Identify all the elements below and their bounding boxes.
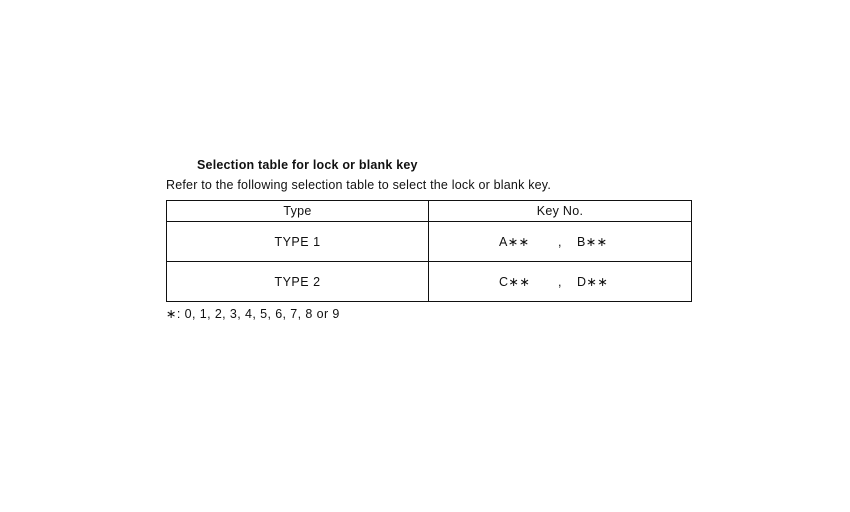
key-number: B∗∗ <box>577 235 608 249</box>
key-no-cell <box>429 262 692 302</box>
key-no-cell <box>429 222 692 262</box>
key-number: C∗∗ <box>499 275 531 289</box>
key-separator: , <box>558 275 562 289</box>
key-number: D∗∗ <box>577 275 609 289</box>
key-number: A∗∗ <box>499 235 530 249</box>
key-separator: , <box>558 235 562 249</box>
column-header-key-no: Key No. <box>429 201 692 222</box>
footnote: ∗: 0, 1, 2, 3, 4, 5, 6, 7, 8 or 9 <box>166 307 340 321</box>
intro-text: Refer to the following selection table to select the lock or blank key. <box>166 178 552 192</box>
column-header-type: Type <box>167 201 429 222</box>
table-row <box>167 262 692 302</box>
type-cell: TYPE 1 <box>167 222 429 262</box>
type-cell: TYPE 2 <box>167 262 429 302</box>
table-header-row <box>167 201 692 222</box>
table-row <box>167 222 692 262</box>
section-heading: Selection table for lock or blank key <box>197 158 418 172</box>
selection-table <box>166 200 692 302</box>
